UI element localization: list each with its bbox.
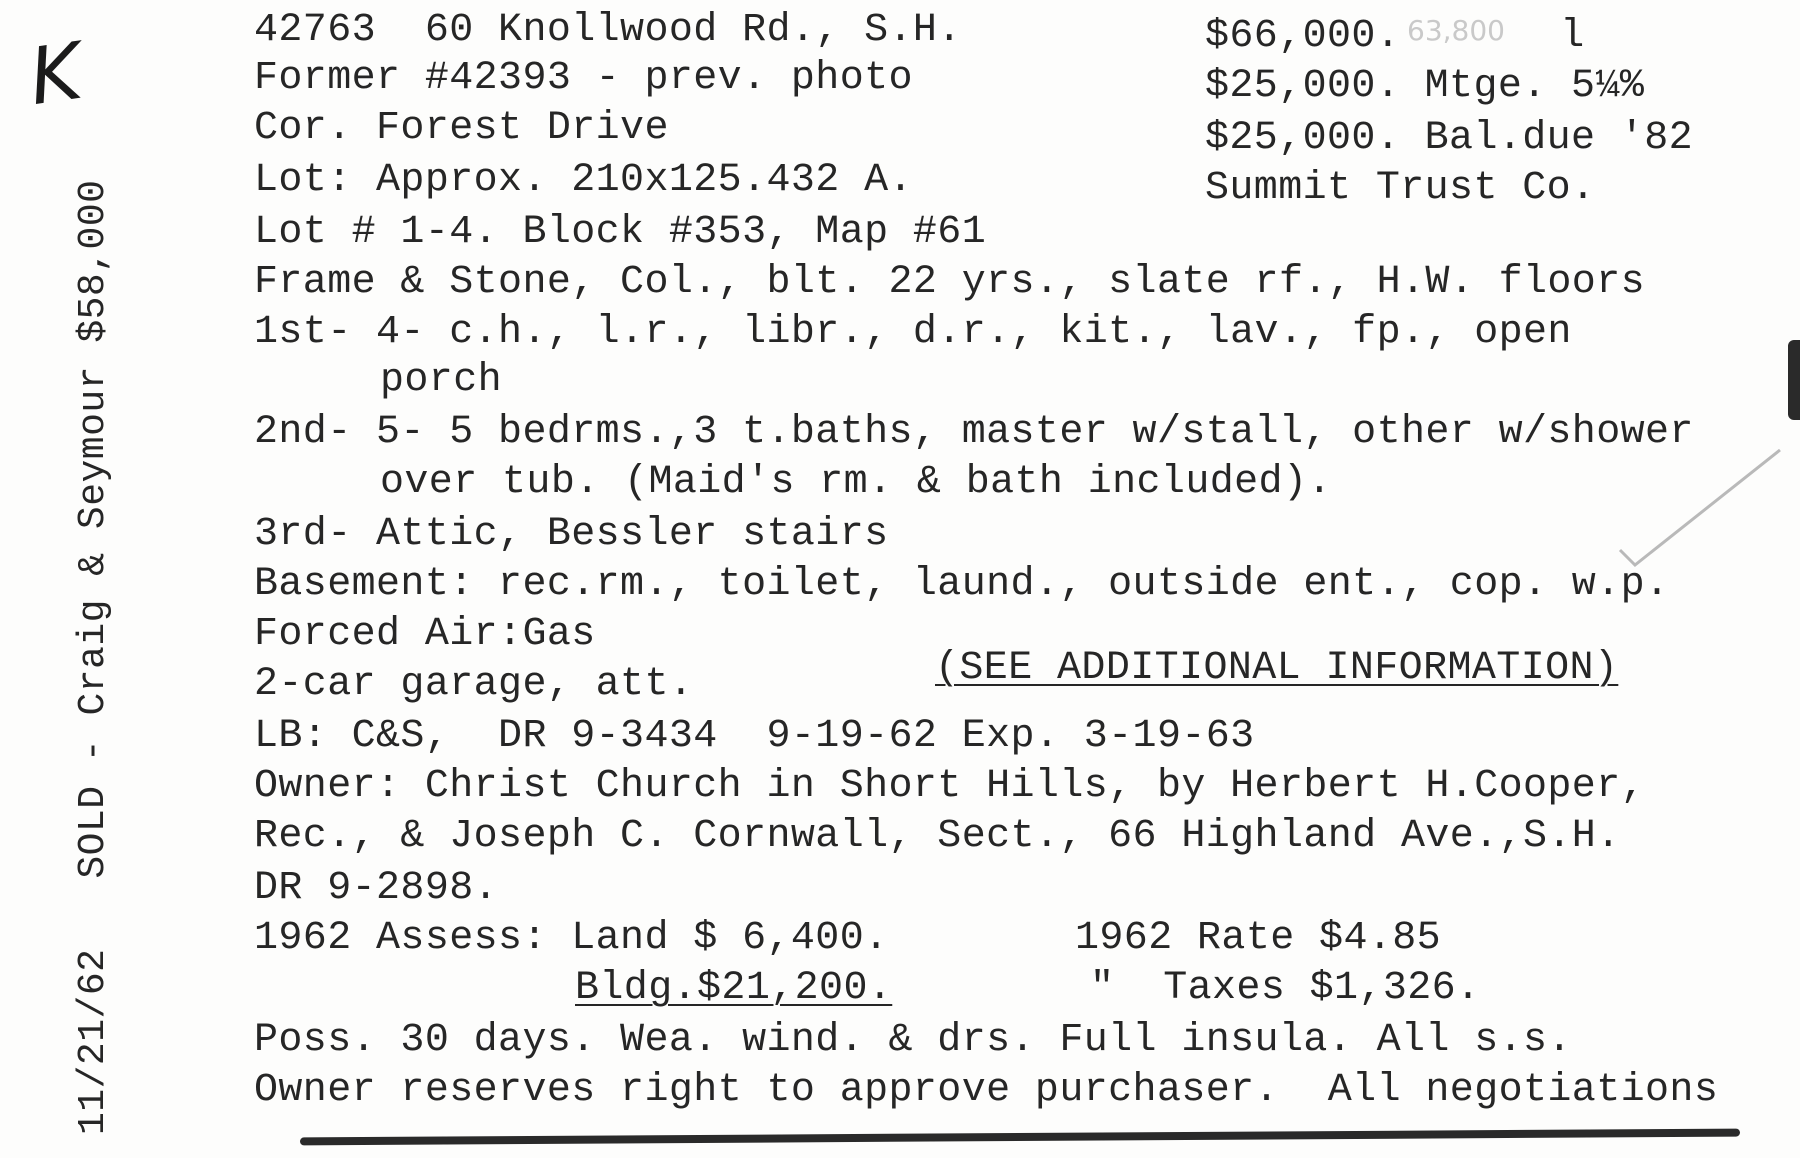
owner-cont: Rec., & Joseph C. Cornwall, Sect., 66 Highland Ave.,S.H. <box>254 814 1621 859</box>
owner-reservation: Owner reserves right to approve purchaser. All negotiations <box>254 1068 1719 1113</box>
lot-size: Lot: Approx. 210x125.432 A. <box>254 158 913 203</box>
asking-price: $66,000. l <box>1205 14 1585 59</box>
pencil-check-mark <box>1615 445 1785 575</box>
pencil-price-note: 63,800 <box>1407 14 1505 47</box>
additional-info-note: (SEE ADDITIONAL INFORMATION) <box>935 646 1619 691</box>
lot-block-map: Lot # 1-4. Block #353, Map #61 <box>254 210 987 255</box>
first-floor: 1st- 4- c.h., l.r., libr., d.r., kit., lav., fp., open <box>254 310 1572 355</box>
owner: Owner: Christ Church in Short Hills, by Herbert H.Cooper, <box>254 764 1646 809</box>
listing-broker: LB: C&S, DR 9-3434 9-19-62 Exp. 3-19-63 <box>254 714 1255 759</box>
balance-due: $25,000. Bal.due '82 <box>1205 116 1694 161</box>
third-floor: 3rd- Attic, Bessler stairs <box>254 512 889 557</box>
sold-annotation: 11/21/62 SOLD - Craig & Seymour $58,000 <box>72 179 115 1135</box>
assessment-land: 1962 Assess: Land $ 6,400. <box>254 916 889 961</box>
second-floor-cont: over tub. (Maid's rm. & bath included). <box>380 460 1332 505</box>
construction-details: Frame & Stone, Col., blt. 22 yrs., slate rf., H.W. floors <box>254 260 1646 305</box>
garage: 2-car garage, att. <box>254 662 694 707</box>
heating: Forced Air:Gas <box>254 612 596 657</box>
assessment-building: Bldg.$21,200. <box>575 966 893 1011</box>
second-floor: 2nd- 5- 5 bedrms.,3 t.baths, master w/stall, other w/shower <box>254 410 1694 455</box>
right-edge-mark <box>1788 340 1800 420</box>
first-floor-cont: porch <box>380 358 503 403</box>
bottom-edge-line <box>300 1129 1740 1146</box>
lender: Summit Trust Co. <box>1205 166 1596 211</box>
listing-number-address: 42763 60 Knollwood Rd., S.H. <box>254 8 962 53</box>
former-listing: Former #42393 - prev. photo <box>254 56 913 101</box>
basement: Basement: rec.rm., toilet, laund., outside ent., cop. w.p. <box>254 562 1670 607</box>
tax-rate: 1962 Rate $4.85 <box>1075 916 1442 961</box>
owner-phone: DR 9-2898. <box>254 866 499 911</box>
corner-street: Cor. Forest Drive <box>254 106 669 151</box>
taxes: " Taxes $1,326. <box>1090 966 1481 1011</box>
mortgage: $25,000. Mtge. 5¼% <box>1205 64 1645 109</box>
handwritten-k-mark: K <box>23 26 88 124</box>
possession-details: Poss. 30 days. Wea. wind. & drs. Full insula. All s.s. <box>254 1018 1572 1063</box>
